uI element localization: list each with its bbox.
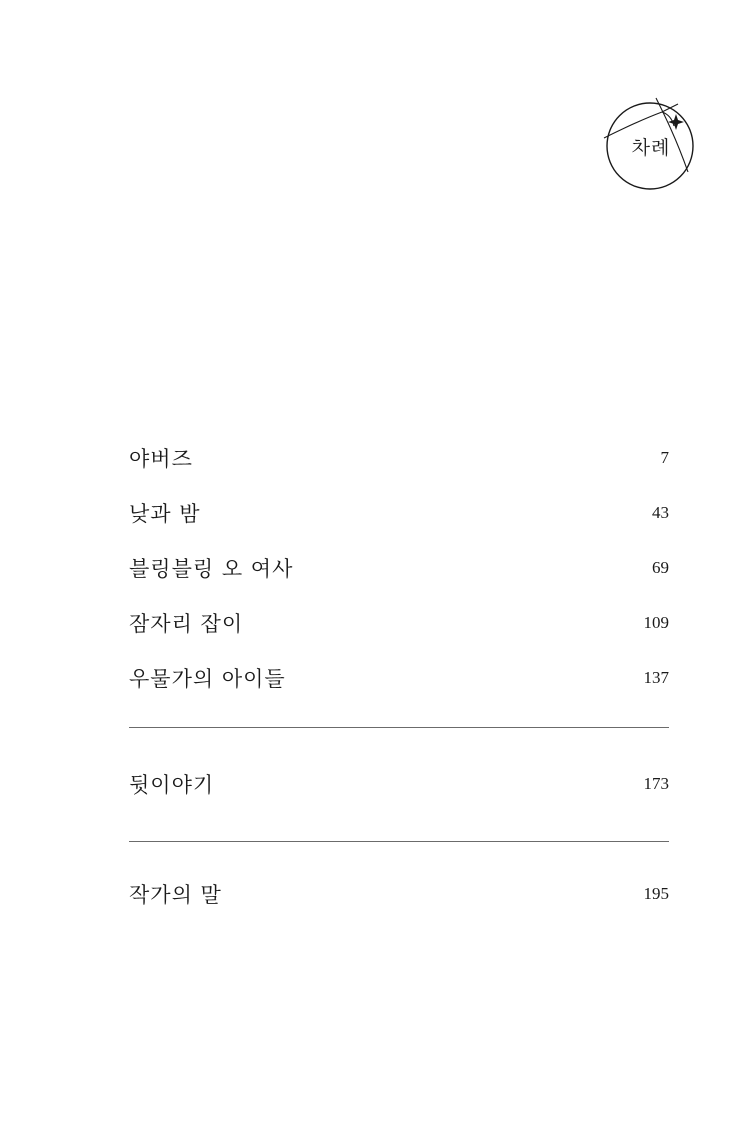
toc-entry-title: 낮과 밤 <box>129 501 201 526</box>
toc-entry-2[interactable] <box>129 540 669 595</box>
toc-entry-title: 잠자리 잡이 <box>129 611 244 636</box>
toc-afterword-page: 173 <box>643 773 669 793</box>
toc-entry-page: 69 <box>652 557 669 577</box>
toc-entry-page: 7 <box>660 447 669 467</box>
toc-author-note-page: 195 <box>643 883 669 903</box>
toc-entry-4[interactable] <box>129 650 669 705</box>
toc-emblem <box>598 92 702 196</box>
toc-entry-page: 109 <box>643 612 669 632</box>
toc-entry-1[interactable] <box>129 485 669 540</box>
table-of-contents <box>129 430 669 705</box>
toc-entry-title: 우물가의 아이들 <box>129 666 286 691</box>
toc-author-note-entry[interactable] <box>129 866 669 921</box>
section-divider <box>129 727 669 728</box>
toc-entry-page: 43 <box>652 502 669 522</box>
toc-entry-title: 야버즈 <box>129 446 193 471</box>
toc-afterword-entry[interactable] <box>129 756 669 811</box>
toc-entry-page: 137 <box>643 667 669 687</box>
toc-afterword-title: 뒷이야기 <box>129 772 215 797</box>
toc-heading: 차례 <box>631 136 671 159</box>
toc-entry-0[interactable] <box>129 430 669 485</box>
toc-entry-title: 블링블링 오 여사 <box>129 556 294 581</box>
toc-entry-3[interactable] <box>129 595 669 650</box>
section-divider <box>129 841 669 842</box>
toc-author-note-title: 작가의 말 <box>129 882 222 907</box>
